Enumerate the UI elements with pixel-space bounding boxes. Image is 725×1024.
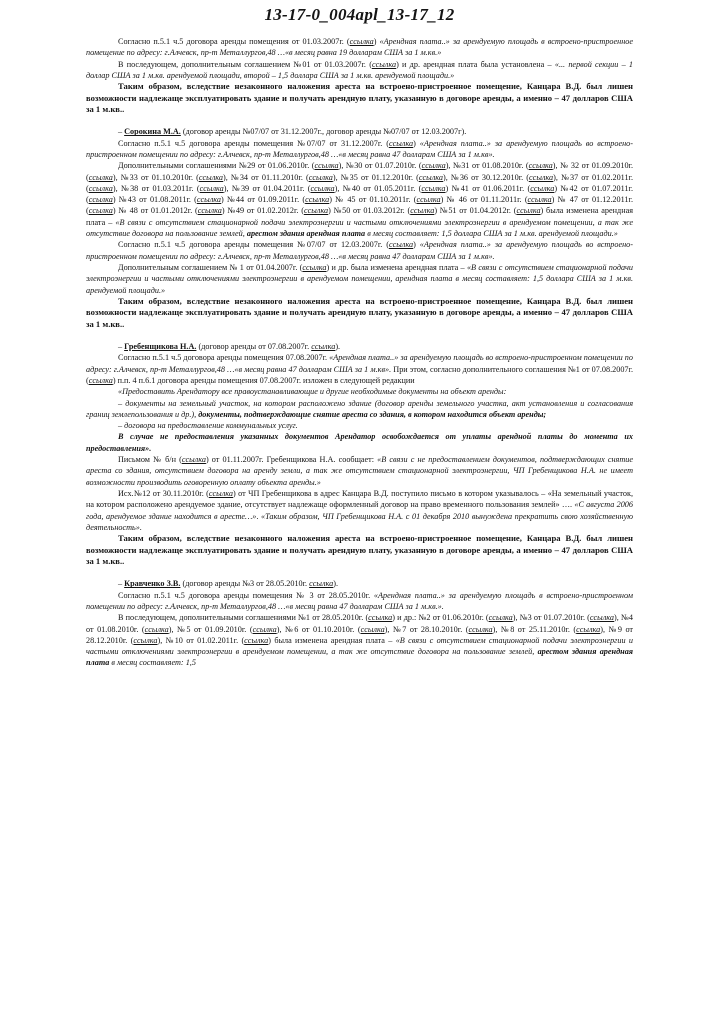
text-run: ) № 46 от 01.11.2011г. ( [440, 195, 528, 205]
reference-link[interactable]: ссылка [468, 624, 493, 634]
text-run: ) и др. арендная плата была установлена – [396, 59, 555, 69]
text-run: ) №43 от 01.08.2011г. ( [112, 195, 197, 205]
text-run: ) № 47 от 01.12.2011г. ( [86, 195, 633, 216]
reference-link[interactable]: ссылка [198, 172, 223, 182]
text-run: (договор аренды №07/07 от 31.12.2007г., договор аренды №07/07 от 12.03.2007г). [180, 127, 467, 137]
text-run: Согласно п.5.1 ч.5 договора аренды помещения № 3 от 28.05.2010г. [118, 590, 374, 600]
text-run: ), №33 от 01.10.2010г. ( [112, 172, 199, 182]
reference-link[interactable]: ссылка [349, 37, 374, 46]
text-run: ) [373, 37, 380, 46]
paragraph [86, 126, 633, 137]
reference-link[interactable]: ссылка [311, 342, 336, 352]
text-run: ) [413, 138, 420, 148]
text-run: в месяц составляет: 1,5 [109, 658, 196, 668]
text-run: ), №31 от 01.08.2010г. ( [445, 161, 529, 171]
reference-link[interactable]: ссылка [589, 613, 615, 623]
paragraph [86, 59, 633, 82]
text-run: ), №6 от 01.10.2010г. ( [276, 624, 361, 634]
paragraph [86, 488, 633, 533]
paragraph [86, 341, 633, 352]
reference-link[interactable]: ссылка [208, 488, 234, 498]
reference-link[interactable]: ссылка [527, 195, 552, 205]
reference-link[interactable]: ссылка [310, 183, 335, 193]
paragraph [86, 262, 633, 296]
text-run: Гребенщикова Н.А. [124, 342, 197, 352]
reference-link[interactable]: ссылка [528, 161, 553, 171]
reference-link[interactable]: ссылка [388, 138, 414, 148]
text-run: Письмом № б/н ( [118, 455, 182, 465]
text-run: ), №35 от 01.12.2010г. ( [332, 172, 419, 182]
text-run: ) № 45 от 01.10.2011г. ( [329, 195, 417, 205]
text-run: В случае не предоставления указанных документов Арендатор освобождается от уплаты арендной платы до момента их предоставления». [86, 432, 633, 453]
text-run: «Таким образом, ЧП Гребенщикова Н.А. с 01 декабря 2010 вынуждена прекратить свою хозяйственную деятельность». [86, 511, 633, 532]
text-run: ). [333, 579, 339, 589]
text-run: Таким образом, вследствие незаконного наложения ареста на встроено-пристроенное помещение, Канцара В.Д. был лишен возможности надлежаще эксплуатировать здание и получать арендную плату, указанную в договоре аренды, а именно – 47 долларов США за 1 м.кв.. [86, 295, 633, 329]
text-run: (договор аренды №3 от 28.05.2010г. [180, 579, 310, 589]
text-run: ) была изменена арендная плата – [268, 635, 396, 645]
reference-link[interactable]: ссылка [360, 624, 385, 634]
text-run: Кравченко З.В. [124, 579, 181, 589]
reference-link[interactable]: ссылка [88, 375, 113, 385]
text-run: «Предоставить Арендатору все правоустанавливающие и другие необходимые документы на объект аренды: [118, 387, 507, 397]
reference-link[interactable]: ссылка [133, 635, 158, 645]
reference-link[interactable]: ссылка [576, 624, 601, 634]
text-run: ), №8 от 25.11.2010г. ( [492, 624, 577, 634]
text-run: ) п.п. 4 п.6.1 договора аренды помещения 07.08.2007г. изложен в следующей редакции [112, 375, 415, 385]
reference-link[interactable]: ссылка [181, 455, 206, 465]
text-run: ), №4 от 01.08.2010г. ( [86, 613, 633, 634]
text-run: ), №5 от 01.09.2010г. ( [168, 624, 253, 634]
conclusion-paragraph [86, 81, 633, 115]
text-run: документы, подтверждающие снятие ареста со здания, в котором находится объект аренды; [198, 409, 547, 419]
text-run: в месяц составляет: 1,5 доллара США за 1 м.кв. арендуемой площади.» [365, 229, 618, 239]
text-run: ) №50 от 01.03.2012г. ( [328, 206, 411, 216]
text-run: ), №9 от 28.12.2010г. ( [86, 624, 634, 645]
text-run: «... первой секции – 1 доллар США за 1 м.кв. арендуемой площади, второй – 1,5 доллара США за 1 м.кв. арендуемой площади.» [86, 59, 633, 80]
text-run: ), №36 от 30.12.2010г. ( [443, 172, 530, 182]
text-run: «В связи с отсутствием стационарной подачи электроэнергии и частыми отключениями электроэнергии в арендуемом помещении, арендная плата в месяц составляет: 1,5 доллара США за 1 м.кв. арендуемой площади.» [86, 262, 633, 295]
text-run: «Арендная плата..» за арендуемую площадь во встроено-пристроенном помещении по адресу: г.Алчевск, пр-т Металлургов,48 …«в месяц равна 47 долларам США за 1 м.кв». [86, 138, 633, 159]
text-run: ), №39 от 01.04.2011г. ( [223, 183, 311, 193]
text-run: ) от ЧП Гребенщикова в адрес Канцара В.Д. поступило письмо в котором указывалось – «На земельный участок, на котором расположено арендуемое здание, отсутствует надлежаще оформленный договор на право временного пользования землей» …. [86, 488, 634, 510]
reference-link[interactable]: ссылка [196, 195, 222, 205]
reference-link[interactable]: ссылка [309, 579, 334, 589]
text-run: ), № 32 от 01.09.2010г. ( [86, 161, 634, 182]
reference-link[interactable]: ссылка [410, 206, 435, 216]
reference-link[interactable]: ссылка [308, 172, 333, 182]
reference-link[interactable]: ссылка [302, 262, 327, 272]
text-run: – [118, 342, 125, 352]
text-run: Дополнительным соглашением № 1 от 01.04.2007г. ( [118, 262, 303, 272]
text-run: Дополнительными соглашениями №29 от 01.06.2010г. ( [118, 161, 315, 171]
text-run: ) №42 от 01.07.2011г. ( [86, 183, 634, 205]
paragraph [86, 398, 633, 421]
text-run: Исх.№12 от 30.11.2010г. ( [118, 488, 209, 498]
text-run: ) и др. была изменена арендная плата – [326, 262, 467, 272]
text-run: ) №44 от 01.09.2011г. ( [221, 195, 306, 205]
paragraph [86, 454, 633, 488]
text-run: «Арендная плата..» за арендуемую площадь во встроено-пристроенном помещении по адресу: г.Алчевск, пр-т Металлургов,48 …«в месяц равна 47 долларам США за 1 м.кв». [86, 353, 633, 374]
paragraph [86, 160, 633, 239]
conclusion-paragraph [86, 296, 633, 330]
text-run: ), №7 от 28.10.2010г. ( [384, 624, 469, 634]
text-run: «Арендная плата..» за арендуемую площадь во встроено-пристроенном помещении по адресу: г.Алчевск, пр-т Металлургов,48 …«в месяц равна 47 долларам США за 1 м.кв». [86, 240, 633, 261]
text-run: ), №3 от 01.07.2010г. ( [512, 613, 590, 623]
section-spacer [86, 115, 633, 126]
reference-link[interactable]: ссылка [388, 240, 414, 250]
text-run: ) №41 от 01.06.2011г. ( [445, 183, 531, 193]
conclusion-paragraph [86, 533, 633, 567]
text-run: Согласно п.5.1 ч.5 договора аренды помещения №07/07 от 12.03.2007г. ( [118, 240, 389, 250]
reference-link[interactable]: ссылка [197, 206, 222, 216]
text-run: – [118, 127, 125, 137]
reference-link[interactable]: ссылка [305, 195, 330, 205]
text-run: ), №30 от 01.07.2010г. ( [338, 161, 422, 171]
text-run: ), №10 от 01.02.2011г. ( [157, 635, 245, 645]
document-header: 13-17-0_004apl_13-17_12 [264, 5, 455, 24]
text-run: Согласно п.5.1 ч.5 договора аренды помещения №07/07 от 31.12.2007г. ( [118, 138, 389, 148]
text-run: В последующем, дополнительными соглашениями №1 от 28.05.2010г. ( [118, 613, 369, 623]
reference-link[interactable]: ссылка [516, 206, 541, 216]
text-run: Сорокина М.А. [124, 127, 181, 137]
reference-link[interactable]: ссылка [421, 161, 446, 171]
text-run: «Арендная плата..» за арендуемую площадь в встроено-пристроенное помещение по адресу: г.Алчевск, пр-т Металлургов,48 …«в месяц равна 19 долларам США за 1 м.кв.» [86, 37, 633, 58]
paragraph [86, 612, 633, 668]
text-run: – документы на земельный участок, на котором расположено здание (договор аренды земельного участка, акт установления и согласования границ землепользования и др.), [86, 398, 633, 419]
text-run: «В связи с отсутствием стационарной подачи электроэнергии и частыми отключениями электроэнергии в арендуемом помещении, а так же отсутствие договора на пользование землей, [86, 635, 633, 657]
reference-link[interactable]: ссылка [252, 624, 277, 634]
text-run: При этом, согласно дополнительного соглашения №1 от 07.08.2007г. ( [86, 364, 633, 385]
reference-link[interactable]: ссылка [529, 172, 554, 182]
text-run: ), №40 от 01.05.2011г. ( [334, 183, 422, 193]
reference-link[interactable]: ссылка [88, 195, 113, 205]
text-run: Согласно п.5.1 ч.5 договора аренды помещения от 01.03.2007г. ( [118, 37, 350, 46]
text-run: ), №34 от 01.11.2010г. ( [223, 172, 309, 182]
reference-link[interactable]: ссылка [244, 635, 269, 645]
paragraph [86, 420, 633, 431]
reference-link[interactable]: ссылка [88, 172, 113, 182]
document-body [86, 36, 633, 669]
paragraph [86, 431, 633, 454]
text-run: ) была изменена арендная плата – [86, 206, 633, 227]
text-run: (договор аренды от 07.08.2007г. [196, 342, 312, 352]
text-run: арестом здания арендная плата [246, 229, 366, 239]
reference-link[interactable]: ссылка [488, 613, 513, 623]
text-run: «В связи с отсутствием стационарной подачи электроэнергии и частыми отключениями электроэнергии в арендуемом помещении, а так же отсутствие договора на пользование землей, [86, 217, 634, 239]
text-run: «С августа 2006 года, арендуемое здание находится в аресте…» [86, 500, 633, 521]
reference-link[interactable]: ссылка [303, 206, 329, 216]
text-run: «В связи с не предоставлением документов, подтверждающих снятие ареста со здания, отсутствием договора на аренду земли, а так же отсутствием стационарной электроэнергии, ЧП Гребенщикова Н.А. не имеет возможности производить оговоренную оплату объекта аренды.» [86, 455, 633, 487]
text-run: арестом здания арендная плата [86, 647, 634, 668]
text-run: – [118, 579, 125, 589]
reference-link[interactable]: ссылка [88, 183, 113, 193]
section-spacer [86, 567, 633, 578]
text-run: ) № 48 от 01.01.2012г. ( [112, 206, 198, 216]
text-run: ) от 01.11.2007г. Гребенщикова Н.А. сообщает: [205, 455, 378, 465]
paragraph [86, 138, 633, 161]
reference-link[interactable]: ссылка [144, 624, 169, 634]
text-run: ). [335, 342, 341, 352]
reference-link[interactable]: ссылка [416, 195, 441, 205]
text-run: ) №49 от 01.02.2012г. ( [221, 206, 304, 216]
paragraph [86, 352, 633, 386]
reference-link[interactable]: ссылка [530, 183, 555, 193]
paragraph [86, 36, 633, 59]
text-run: ) [413, 240, 420, 250]
text-run: . [256, 511, 261, 521]
reference-link[interactable]: ссылка [199, 183, 224, 193]
reference-link[interactable]: ссылка [314, 161, 339, 171]
reference-link[interactable]: ссылка [368, 613, 393, 623]
text-run: ), №38 от 01.03.2011г. ( [112, 183, 200, 193]
text-run: «Арендная плата..» за арендуемую площадь в встроено-пристроенном помещении по адресу: г.Алчевск, пр-т Металлургов,48 …«в месяц равна 47 долларам США за 1 м.кв.». [86, 590, 633, 611]
text-run: ), №37 от 01.02.2011г. ( [86, 172, 634, 193]
section-spacer [86, 330, 633, 341]
reference-link[interactable]: ссылка [88, 206, 113, 216]
text-run: ) и др.: №2 от 01.06.2010г. ( [392, 613, 489, 623]
paragraph [86, 239, 633, 262]
paragraph [86, 578, 633, 589]
text-run: – договора на предоставление коммунальных услуг. [118, 421, 298, 431]
text-run: Согласно п.5.1 ч.5 договора аренды помещения 07.08.2007г. [118, 353, 330, 363]
text-run: Таким образом, вследствие незаконного наложения ареста на встроено-пристроенное помещение, Канцара В.Д. был лишен возможности надлежаще эксплуатировать здание и получать арендную плату, указанную в договоре аренды, а именно – 47 долларов США за 1 м.кв.. [86, 81, 633, 114]
paragraph [86, 386, 633, 397]
text-run: В последующем, дополнительным соглашением №01 от 01.03.2007г. ( [118, 59, 372, 69]
reference-link[interactable]: ссылка [421, 183, 446, 193]
reference-link[interactable]: ссылка [371, 59, 397, 69]
text-run: ) №51 от 01.04.2012г. ( [434, 206, 517, 216]
reference-link[interactable]: ссылка [418, 172, 443, 182]
paragraph [86, 590, 633, 613]
text-run: Таким образом, вследствие незаконного наложения ареста на встроено-пристроенное помещение, Канцара В.Д. был лишен возможности надлежаще эксплуатировать здание и получать арендную плату, указанную в договоре аренды, а именно – 47 долларов США за 1 м.кв.. [86, 533, 633, 566]
